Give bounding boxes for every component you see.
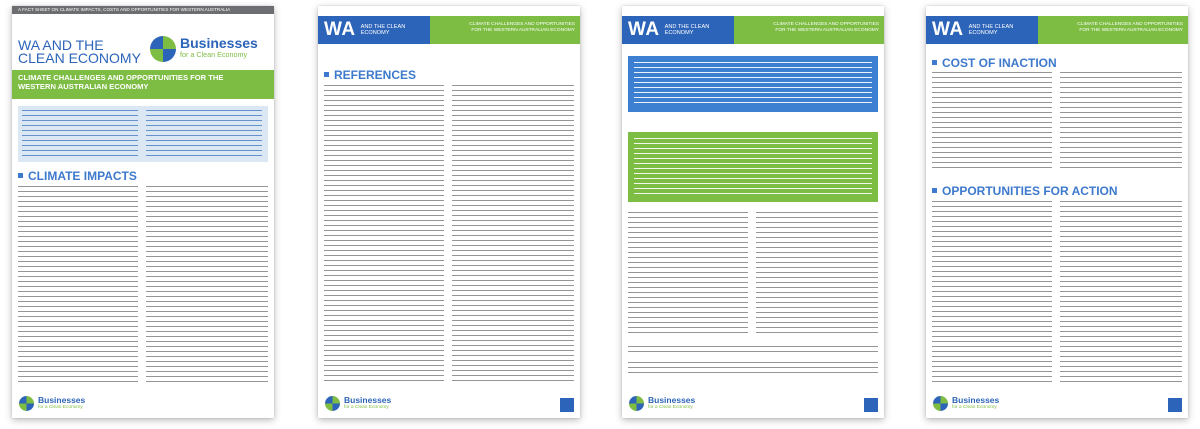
column-text: [1060, 72, 1182, 172]
column-text: [932, 72, 1052, 172]
intro-box: [18, 106, 268, 162]
subtitle-band: CLIMATE CHALLENGES AND OPPORTUNITIES FOR THE WESTERN AUSTRALIAN ECONOMY: [12, 70, 274, 99]
logo-tagline: for a Clean Economy: [180, 50, 248, 59]
footer-logo: Businesses for a Clean Economy: [324, 395, 391, 412]
footer-logo: Businesses for a Clean Economy: [628, 395, 695, 412]
businesses-logo: [150, 36, 258, 62]
page-header: WA AND THE CLEAN ECONOMY CLIMATE CHALLENGES AND OPPORTUNITIES FOR THE WESTERN AUSTRALIAN ECONOMY: [318, 16, 580, 44]
references-column: [324, 85, 444, 385]
column-text: [932, 201, 1052, 383]
case-study-box-blue: [628, 56, 878, 112]
column-text: [628, 212, 748, 337]
footer-logo: Businesses for a Clean Economy: [932, 395, 999, 412]
page-number-box: [864, 398, 878, 412]
page-1: [12, 6, 274, 418]
section-square-icon: [324, 72, 329, 77]
page-3: [622, 6, 884, 418]
page-number-box: [560, 398, 574, 412]
footer-logo: Businesses for a Clean Economy: [18, 395, 85, 412]
section-title-climate-impacts: CLIMATE IMPACTS: [18, 169, 137, 183]
section-title-opportunities: OPPORTUNITIES FOR ACTION: [932, 184, 1118, 198]
globe-logo-icon: [324, 395, 341, 412]
page-number-box: [1168, 398, 1182, 412]
column-text: [756, 212, 878, 337]
column-text: [1060, 201, 1182, 383]
case-study-box-green: [628, 132, 878, 202]
logo-name: Businesses: [180, 35, 258, 51]
footnote-text: [628, 362, 878, 377]
globe-logo-icon: [150, 36, 176, 62]
page-2: [318, 6, 580, 418]
page-title: WA AND THE CLEAN ECONOMY: [18, 37, 141, 66]
column-text: [18, 186, 138, 386]
section-square-icon: [932, 188, 937, 193]
column-text: [146, 186, 268, 386]
section-title-references: REFERENCES: [324, 68, 416, 82]
footnote-text: [628, 346, 878, 356]
fact-sheet-banner: A FACT SHEET ON CLIMATE IMPACTS, COSTS AND OPPORTUNITIES FOR WESTERN AUSTRALIA: [12, 6, 274, 14]
page-4: [926, 6, 1188, 418]
globe-logo-icon: [628, 395, 645, 412]
page-header: WA AND THE CLEAN ECONOMY CLIMATE CHALLENGES AND OPPORTUNITIES FOR THE WESTERN AUSTRALIAN ECONOMY: [622, 16, 884, 44]
page-header: WA AND THE CLEAN ECONOMY CLIMATE CHALLENGES AND OPPORTUNITIES FOR THE WESTERN AUSTRALIAN ECONOMY: [926, 16, 1188, 44]
references-column: [452, 85, 574, 385]
globe-logo-icon: [18, 395, 35, 412]
section-square-icon: [932, 60, 937, 65]
section-square-icon: [18, 173, 23, 178]
globe-logo-icon: [932, 395, 949, 412]
section-title-cost-of-inaction: COST OF INACTION: [932, 56, 1057, 70]
